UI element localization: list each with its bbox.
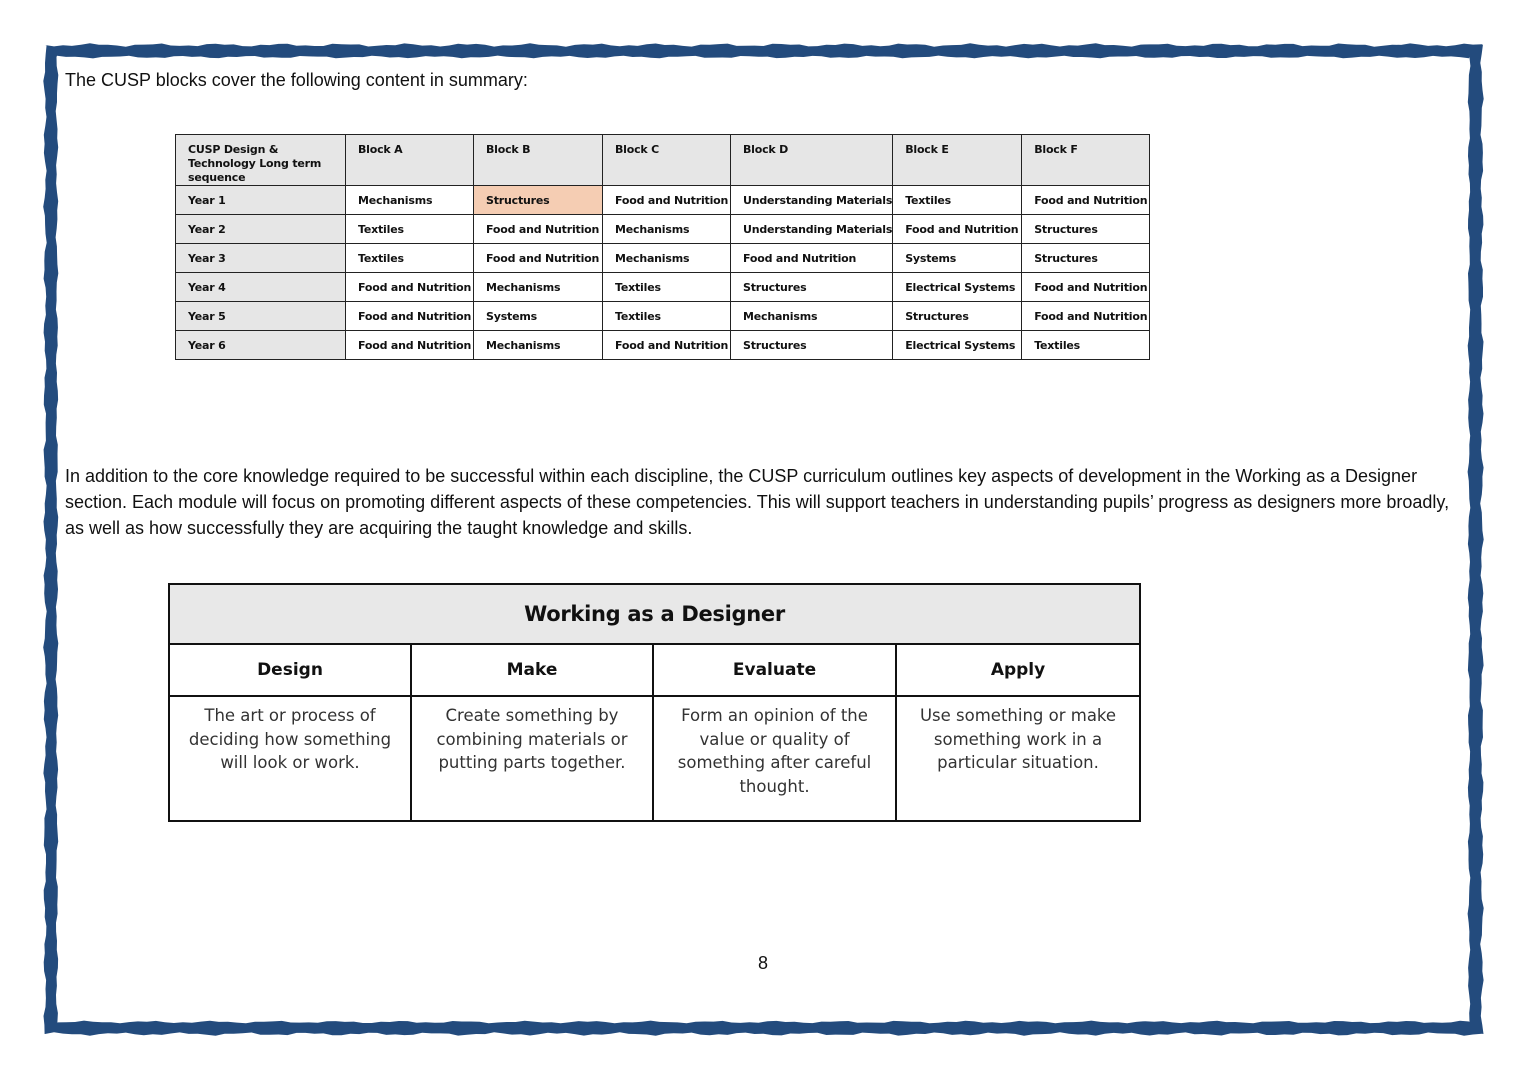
designer-description-design: The art or process of deciding how something will look or work. [169, 696, 411, 821]
block-cell: Structures [731, 331, 893, 360]
block-cell: Textiles [1022, 331, 1150, 360]
block-cell: Systems [474, 302, 603, 331]
year-label: Year 2 [176, 215, 346, 244]
long-term-sequence-table [175, 134, 1150, 360]
block-cell: Food and Nutrition [346, 302, 474, 331]
block-cell: Mechanisms [603, 244, 731, 273]
block-cell: Food and Nutrition [346, 273, 474, 302]
page-number: 8 [757, 953, 768, 973]
designer-heading-row [169, 644, 1140, 696]
sequence-row [176, 215, 1150, 244]
block-cell: Mechanisms [731, 302, 893, 331]
sequence-header-cell: Block A [346, 135, 474, 186]
intro-text: The CUSP blocks cover the following content in summary: [65, 70, 528, 90]
block-cell: Understanding Materials [731, 215, 893, 244]
block-cell: Mechanisms [346, 186, 474, 215]
body-paragraph: In addition to the core knowledge required to be successful within each discipline, the CUSP curriculum outlines key aspects of development in the Working as a Designer section. Each module will focus on promoting different aspects of these competencies. This will support teachers in understanding pupils’ progress as designers more broadly, as well as how successfully they are acquiring the taught knowledge and skills. [65, 466, 1450, 538]
sequence-row [176, 244, 1150, 273]
designer-description-apply: Use something or make something work in a particular situation. [896, 696, 1140, 821]
sequence-row [176, 331, 1150, 360]
block-cell: Food and Nutrition [893, 215, 1022, 244]
year-label: Year 6 [176, 331, 346, 360]
year-label: Year 1 [176, 186, 346, 215]
designer-table-title: Working as a Designer [169, 584, 1140, 644]
working-as-designer-table [168, 583, 1141, 822]
block-cell-highlighted: Structures [474, 186, 603, 215]
block-cell: Food and Nutrition [603, 331, 731, 360]
block-cell: Textiles [893, 186, 1022, 215]
designer-description-evaluate: Form an opinion of the value or quality of something after careful thought. [653, 696, 896, 821]
block-cell: Food and Nutrition [731, 244, 893, 273]
block-cell: Understanding Materials [731, 186, 893, 215]
year-label: Year 4 [176, 273, 346, 302]
year-label: Year 5 [176, 302, 346, 331]
sequence-header-cell: Block B [474, 135, 603, 186]
block-cell: Structures [1022, 215, 1150, 244]
sequence-header-cell: CUSP Design & Technology Long term sequence [176, 135, 346, 186]
block-cell: Mechanisms [474, 331, 603, 360]
block-cell: Textiles [346, 215, 474, 244]
designer-heading-evaluate: Evaluate [653, 644, 896, 696]
block-cell: Food and Nutrition [603, 186, 731, 215]
sequence-header-cell: Block C [603, 135, 731, 186]
block-cell: Textiles [603, 302, 731, 331]
sequence-row [176, 186, 1150, 215]
block-cell: Food and Nutrition [474, 244, 603, 273]
designer-description-make: Create something by combining materials or putting parts together. [411, 696, 653, 821]
block-cell: Food and Nutrition [1022, 302, 1150, 331]
sequence-row [176, 273, 1150, 302]
block-cell: Structures [731, 273, 893, 302]
block-cell: Food and Nutrition [346, 331, 474, 360]
designer-heading-apply: Apply [896, 644, 1140, 696]
block-cell: Mechanisms [474, 273, 603, 302]
designer-heading-design: Design [169, 644, 411, 696]
sequence-header-cell: Block D [731, 135, 893, 186]
block-cell: Structures [1022, 244, 1150, 273]
block-cell: Electrical Systems [893, 273, 1022, 302]
block-cell: Systems [893, 244, 1022, 273]
block-cell: Food and Nutrition [1022, 273, 1150, 302]
block-cell: Food and Nutrition [474, 215, 603, 244]
block-cell: Textiles [346, 244, 474, 273]
sequence-row [176, 302, 1150, 331]
designer-heading-make: Make [411, 644, 653, 696]
sequence-header-cell: Block F [1022, 135, 1150, 186]
block-cell: Mechanisms [603, 215, 731, 244]
designer-description-row [169, 696, 1140, 821]
sequence-header-cell: Block E [893, 135, 1022, 186]
block-cell: Food and Nutrition [1022, 186, 1150, 215]
sequence-header-row [176, 135, 1150, 186]
block-cell: Electrical Systems [893, 331, 1022, 360]
block-cell: Textiles [603, 273, 731, 302]
year-label: Year 3 [176, 244, 346, 273]
block-cell: Structures [893, 302, 1022, 331]
